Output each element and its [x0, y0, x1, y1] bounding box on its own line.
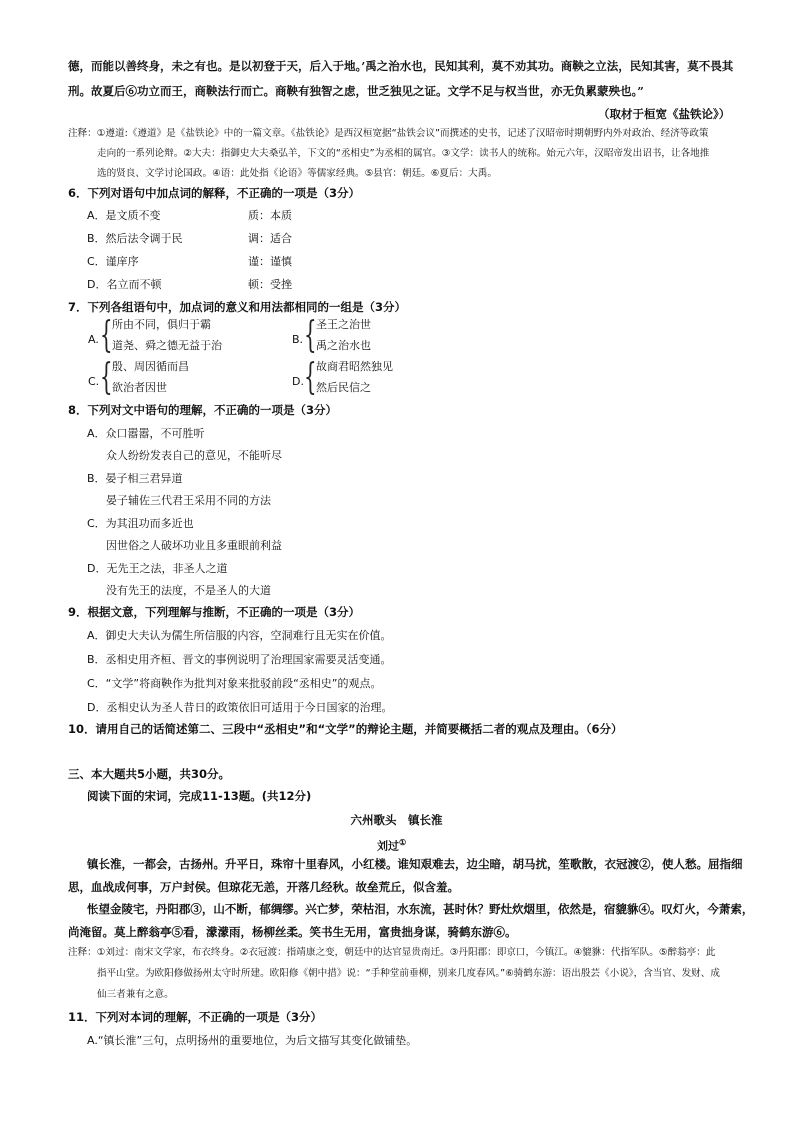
notes-line: 注释：①遵道:《遵道》是《盐铁论》中的一篇文章。《盐铁论》是西汉桓宽据“盐铁会议”而撰述的史书，记述了汉昭帝时期朝野内外对政治、经济等政策: [68, 128, 709, 139]
brace-icon: {: [304, 357, 317, 398]
poem-notes-line: 注释：①刘过：南宋文学家，布衣终身。②衣冠渡：指靖康之变，朝廷中的达官显贵南迁。③丹阳郡：即京口，今镇江。④貔貅：代指军队。⑤醉翁亭：此: [68, 947, 716, 958]
q7-a-line1: 所由不同，俱归于霸: [112, 318, 211, 331]
q8-item-c: C．为其沮功而多近也: [87, 517, 194, 530]
poem-line: 镇长淮，一都会，古扬州。升平日，珠帘十里春风，小红楼。谁知艰难去，边尘暗，胡马扰，笙歌散，衣冠渡②，使人愁。屈指细: [87, 857, 743, 871]
q6-option-b: B．然后法令调于民: [87, 232, 183, 245]
q8-item-a-gloss: 众人纷纷发表自己的意见，不能听尽: [106, 449, 282, 462]
poem-line: 怅望金陵宅，丹阳郡③，山不断，郁绸缪。兴亡梦，荣枯泪，水东流，甚时休？野灶炊烟里，依然是，宿貔貅④。叹灯火，今萧索，: [87, 902, 754, 916]
poem-author: 刘过①: [377, 837, 407, 853]
q7-b-line2: 禹之治水也: [316, 339, 371, 352]
q8-item-a: A．众口嚣嚣，不可胜听: [87, 427, 205, 440]
q9-option-d: D．丞相史认为圣人昔日的政策依旧可适用于今日国家的治理。: [87, 701, 393, 714]
q7-option-d-letter: D.: [292, 375, 304, 388]
poem-notes-line: 指平山堂。为欧阳修做扬州太守时所建。欧阳修《朝中措》说：“手种堂前垂柳，别来几度春风。”⑥骑鹤东游：语出殷芸《小说》，含当官、发财、成: [97, 968, 720, 979]
q9-option-c: C．“文学”将商鞅作为批判对象来批驳前段“丞相史”的观点。: [87, 677, 382, 690]
q11-option-a: A.“镇长淮”三句，点明扬州的重要地位，为后文描写其变化做铺垫。: [87, 1034, 418, 1047]
brace-icon: {: [304, 315, 317, 356]
q6-option-d: D．名立而不顿: [87, 278, 162, 291]
q7-option-b-letter: B.: [292, 333, 304, 346]
q9-option-b: B．丞相史用齐桓、晋文的事例说明了治理国家需要灵活变通。: [87, 653, 392, 666]
q6-option-a: A．是文质不变: [87, 209, 161, 222]
brace-icon: {: [100, 315, 113, 356]
poem-title: 六州歌头 镇长淮: [350, 813, 443, 827]
q7-d-line1: 故商君昭然独见: [316, 360, 393, 373]
q6-option-a-meaning: 质：本质: [248, 209, 292, 222]
q6-option-c-meaning: 谨：谨慎: [248, 255, 292, 268]
section-instruction: 阅读下面的宋词，完成11-13题。(共12分): [87, 789, 312, 803]
q8-item-d-gloss: 没有先王的法度，不是圣人的大道: [106, 584, 271, 597]
poem-line: 思，血战成何事，万户封侯。但琼花无恙，开落几经秋。故垒荒丘，似含羞。: [68, 880, 459, 894]
q7-option-a-letter: A.: [88, 333, 99, 346]
q8-item-d: D．无先王之法，非圣人之道: [87, 562, 228, 575]
brace-icon: {: [100, 357, 113, 398]
q7-option-c-letter: C.: [88, 375, 100, 388]
passage-line: 刑。故夏后⑥功立而王，商鞅法行而亡。商鞅有独智之虑，世乏独见之证。文学不足与权当世，亦无负累蒙殃也。”: [68, 84, 644, 98]
q7-b-line1: 圣王之治世: [316, 318, 371, 331]
passage-source: （取材于桓宽《盐铁论》）: [598, 107, 731, 121]
notes-line: 走向的一系列论辩。②大夫：指御史大夫桑弘羊，下文的“丞相史”为丞相的属官。③文学：读书人的统称。始元六年，汉昭帝发出诏书，让各地推: [97, 148, 710, 159]
question-10-stem: 10．请用自己的话简述第二、三段中“丞相史”和“文学”的辩论主题，并简要概括二者的观点及理由。（6分）: [68, 722, 623, 736]
poem-line: 尚淹留。莫上醉翁亭⑤看，濛濛雨，杨柳丝柔。笑书生无用，富贵拙身谋，骑鹤东游⑥。: [68, 925, 517, 939]
question-7-stem: 7．下列各组语句中，加点词的意义和用法都相同的一组是（3分）: [68, 300, 406, 314]
q8-item-b: B．晏子相三君异道: [87, 472, 183, 485]
question-9-stem: 9．根据文意，下列理解与推断，不正确的一项是（3分）: [68, 605, 361, 619]
question-8-stem: 8．下列对文中语句的理解，不正确的一项是（3分）: [68, 403, 338, 417]
notes-line: 选的贤良、文学讨论国政。④语：此处指《论语》等儒家经典。⑤县官：朝廷。⑥夏后：大禹。: [97, 168, 497, 179]
q9-option-a: A．御史大夫认为儒生所信服的内容，空洞难行且无实在价值。: [87, 629, 392, 642]
passage-line: 德，而能以善终身，未之有也。是以初登于天，后入于地。’禹之治水也，民知其利，莫不劝其功。商鞅之立法，民知其害，莫不畏其: [68, 59, 734, 73]
q8-item-b-gloss: 晏子辅佐三代君王采用不同的方法: [106, 494, 271, 507]
q6-option-b-meaning: 调：适合: [248, 232, 292, 245]
q7-d-line2: 然后民信之: [316, 381, 371, 394]
q6-option-c: C．谨庠序: [87, 255, 139, 268]
section-heading: 三、本大题共5小题，共30分。: [68, 767, 231, 781]
poem-notes-line: 仙三者兼有之意。: [97, 989, 174, 1000]
q7-c-line1: 殷、周因循而昌: [112, 360, 189, 373]
question-11-stem: 11．下列对本词的理解，不正确的一项是（3分）: [68, 1010, 323, 1024]
q7-a-line2: 道尧、舜之德无益于治: [112, 339, 222, 352]
q7-c-line2: 欲治者因世: [112, 381, 167, 394]
q8-item-c-gloss: 因世俗之人破坏功业且多重眼前利益: [106, 539, 282, 552]
q6-option-d-meaning: 顿：受挫: [248, 278, 292, 291]
question-6-stem: 6．下列对语句中加点词的解释，不正确的一项是（3分）: [68, 186, 361, 200]
